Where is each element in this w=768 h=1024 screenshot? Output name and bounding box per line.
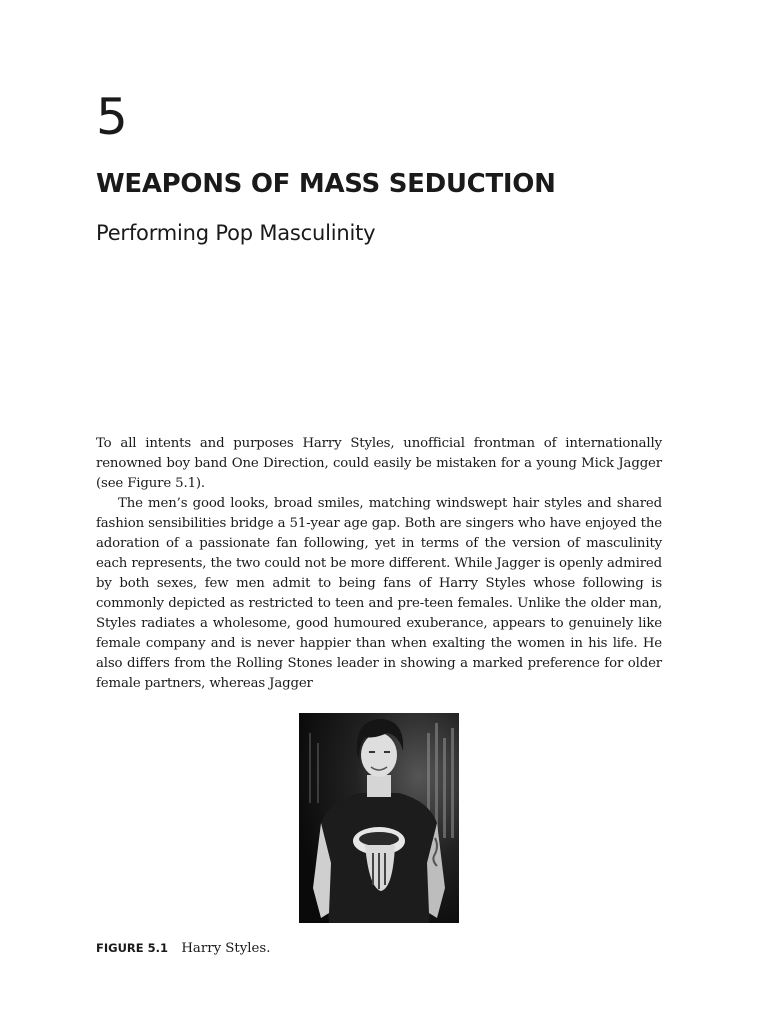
paragraph-2: The men’s good looks, broad smiles, matching windswept hair styles and shared fashion sensibilities bridge a 51-year age gap. Both are singers who have enjoyed the adoration of a passionate fan following, yet in terms of the version of masculinity each represents, the two could not be more different. While Jagger is openly admired by both sexes, few men admit to being fans of Harry Styles whose following is commonly depicted as restricted to teen and pre-teen females. Unlike the older man, Styles radiates a wholesome, good humoured exuberance, appears to genuinely like female company and is never happier than when exalting the women in his life. He also differs from the Rolling Stones leader in showing a marked preference for older female partners, whereas Jagger <box>96 496 662 691</box>
chapter-number: 5 <box>96 88 128 146</box>
body-text <box>96 434 662 694</box>
photo-illustration <box>299 713 459 923</box>
figure-caption <box>96 938 270 959</box>
figure-label: FIGURE 5.1 <box>96 941 168 955</box>
figure-photo <box>299 713 459 923</box>
chapter-subtitle: Performing Pop Masculinity <box>96 221 376 245</box>
chapter-title: WEAPONS OF MASS SEDUCTION <box>96 169 556 199</box>
paragraph-1: To all intents and purposes Harry Styles, unofficial frontman of internationally renowned boy band One Direction, could easily be mistaken for a young Mick Jagger (see Figure 5.1). <box>96 436 662 491</box>
figure-caption-text: Harry Styles. <box>181 941 271 956</box>
